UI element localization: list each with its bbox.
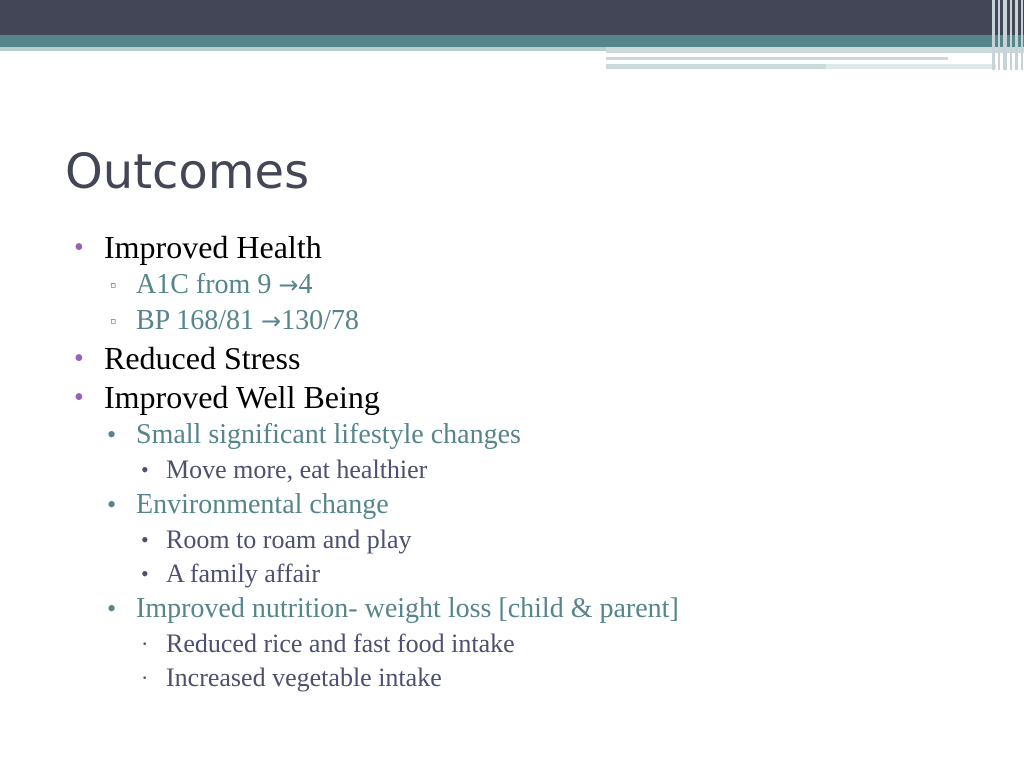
bullet-marker: •: [74, 232, 84, 263]
bullet-text: 4: [298, 269, 313, 300]
bullet-marker: •: [107, 420, 117, 449]
bullet-improved-health: [0, 228, 1024, 267]
sub-bullet-bp: [0, 303, 1024, 339]
bullet-marker: •: [141, 561, 149, 586]
bullet-marker: •: [74, 382, 84, 413]
sub-sub-bullet-family-affair: [0, 557, 1024, 591]
sub-sub-bullet-room-to-roam: [0, 523, 1024, 557]
bullet-text: Reduced rice and fast food intake: [166, 629, 515, 658]
arrow-right-icon: →: [261, 307, 282, 335]
bullet-text: Move more, eat healthier: [166, 455, 428, 484]
bullet-marker: ▫: [110, 275, 117, 295]
bullet-reduced-stress: [0, 339, 1024, 378]
header-accent-bar: [606, 64, 826, 69]
bullet-marker: ·: [141, 631, 149, 656]
bullet-text: Room to roam and play: [166, 525, 412, 554]
header-dark-band: [0, 0, 1024, 35]
bullet-text: Increased vegetable intake: [166, 663, 442, 692]
bullet-text: Improved nutrition- weight loss [child & parent]: [136, 593, 679, 624]
bullet-text: Environmental change: [136, 489, 389, 520]
bullet-improved-well-being: [0, 378, 1024, 417]
bullet-text: A family affair: [166, 559, 321, 588]
header-stripes: [990, 0, 1024, 70]
bullet-text: Reduced Stress: [104, 340, 301, 376]
arrow-right-icon: →: [278, 271, 299, 299]
bullet-text: Small significant lifestyle changes: [136, 419, 521, 450]
sub-sub-bullet-reduced-rice: [0, 627, 1024, 661]
bullet-marker: ▫: [110, 311, 117, 331]
sub-sub-bullet-move-more: [0, 453, 1024, 487]
sub-sub-bullet-vegetable: [0, 661, 1024, 695]
bullet-text: BP 168/81: [136, 305, 261, 336]
bullet-text: A1C from 9: [136, 269, 279, 300]
slide-header-decoration: [0, 0, 1024, 80]
bullet-marker: ·: [141, 665, 149, 690]
bullet-marker: •: [74, 343, 84, 374]
slide-title: Outcomes: [65, 144, 310, 200]
slide-body: [0, 228, 1024, 695]
header-accent-bar: [606, 57, 948, 60]
bullet-text: 130/78: [281, 305, 359, 336]
header-light-band: [0, 47, 606, 51]
bullet-marker: •: [141, 457, 149, 482]
header-accent-bar: [826, 64, 996, 69]
sub-bullet-lifestyle: [0, 417, 1024, 453]
sub-bullet-a1c: [0, 267, 1024, 303]
bullet-marker: •: [107, 594, 117, 623]
bullet-marker: •: [107, 490, 117, 519]
bullet-text: Improved Health: [104, 229, 322, 265]
sub-bullet-nutrition: [0, 591, 1024, 627]
header-accent-bar: [606, 47, 1024, 53]
header-teal-band: [0, 35, 1024, 47]
bullet-marker: •: [141, 527, 149, 552]
sub-bullet-environmental: [0, 487, 1024, 523]
bullet-text: Improved Well Being: [104, 379, 380, 415]
